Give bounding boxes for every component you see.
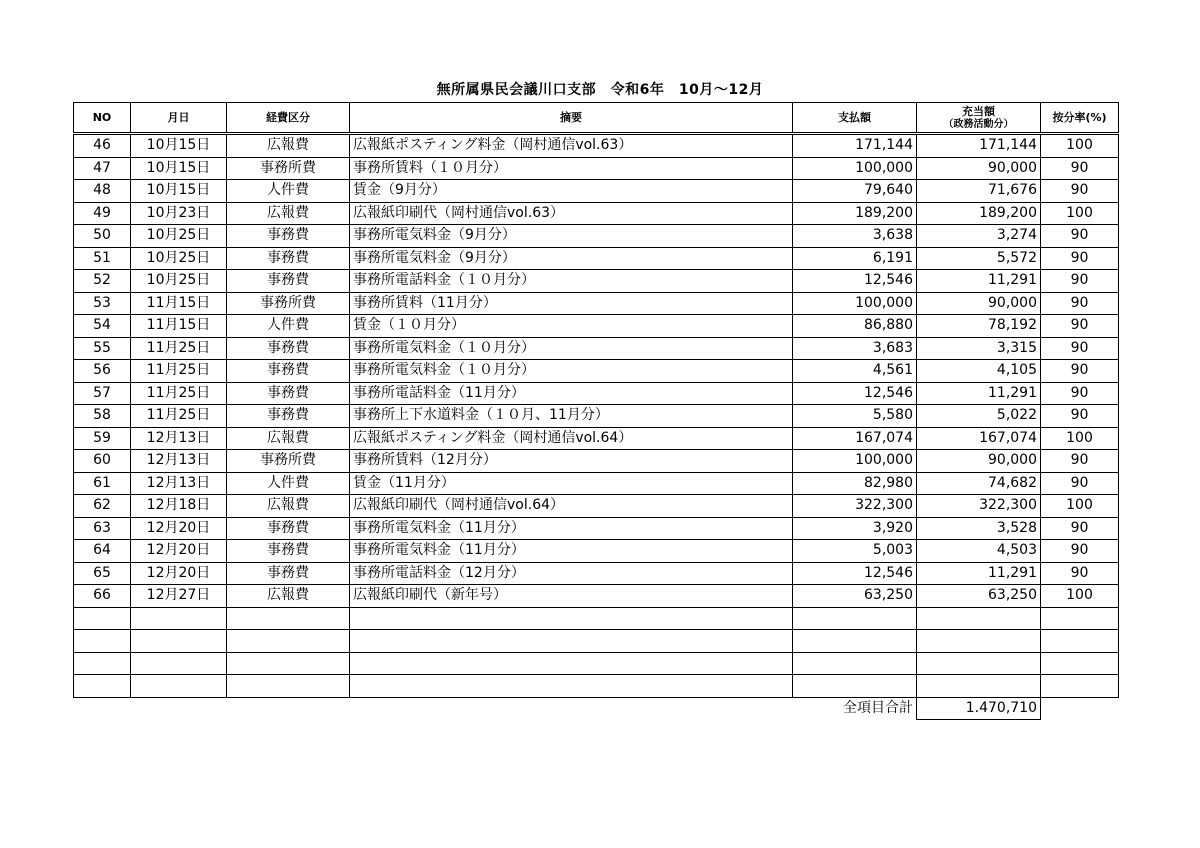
- cell-category: 広報費: [227, 427, 350, 450]
- header-ratio: 按分率(%): [1041, 103, 1119, 134]
- cell-category: 事務費: [227, 337, 350, 360]
- cell-allocated: 5,022: [917, 405, 1041, 428]
- cell-summary: 事務所電気料金（１０月分）: [350, 337, 793, 360]
- cell-date: 12月20日: [131, 517, 227, 540]
- cell-summary: 事務所電話料金（１０月分）: [350, 270, 793, 293]
- cell-payment: 3,920: [793, 517, 917, 540]
- cell-ratio: 90: [1041, 225, 1119, 248]
- cell-no: 60: [74, 450, 131, 473]
- cell-allocated: 322,300: [917, 495, 1041, 518]
- total-row: [74, 697, 1119, 720]
- cell-date: 11月15日: [131, 292, 227, 315]
- cell-allocated: 90,000: [917, 292, 1041, 315]
- cell-category: 事務所費: [227, 292, 350, 315]
- empty-row: [74, 652, 1119, 675]
- cell-no: 59: [74, 427, 131, 450]
- cell-allocated: 74,682: [917, 472, 1041, 495]
- header-allocated: [917, 103, 1041, 134]
- cell-date: 11月25日: [131, 337, 227, 360]
- cell-allocated: 3,315: [917, 337, 1041, 360]
- cell-no: 52: [74, 270, 131, 293]
- cell-payment: 100,000: [793, 292, 917, 315]
- table-row: [74, 270, 1119, 293]
- cell-category: 事務所費: [227, 157, 350, 180]
- header-row: [74, 103, 1119, 134]
- cell-ratio: 90: [1041, 540, 1119, 563]
- cell-ratio: 90: [1041, 270, 1119, 293]
- cell-summary: 賃金（１０月分）: [350, 315, 793, 338]
- cell-date: 10月23日: [131, 202, 227, 225]
- cell-allocated: 71,676: [917, 180, 1041, 203]
- cell-allocated: 167,074: [917, 427, 1041, 450]
- cell-ratio: 90: [1041, 315, 1119, 338]
- cell-date: 12月27日: [131, 585, 227, 608]
- cell-no: 57: [74, 382, 131, 405]
- table-row: [74, 360, 1119, 383]
- cell-ratio: 90: [1041, 292, 1119, 315]
- cell-category: 事務費: [227, 405, 350, 428]
- cell-payment: 189,200: [793, 202, 917, 225]
- page-title: 無所属県民会議川口支部 令和6年 10月～12月: [436, 82, 764, 98]
- table-row: [74, 315, 1119, 338]
- cell-summary: 事務所電気料金（9月分）: [350, 247, 793, 270]
- expense-table: [73, 102, 1119, 720]
- cell-no: 54: [74, 315, 131, 338]
- cell-summary: 広報紙印刷代（岡村通信vol.64）: [350, 495, 793, 518]
- cell-no: 48: [74, 180, 131, 203]
- cell-category: 事務費: [227, 360, 350, 383]
- cell-no: 49: [74, 202, 131, 225]
- cell-payment: 12,546: [793, 382, 917, 405]
- cell-date: 11月25日: [131, 382, 227, 405]
- cell-allocated: 5,572: [917, 247, 1041, 270]
- cell-category: 人件費: [227, 180, 350, 203]
- cell-allocated: 11,291: [917, 270, 1041, 293]
- cell-allocated: 4,503: [917, 540, 1041, 563]
- cell-category: 人件費: [227, 315, 350, 338]
- empty-row: [74, 630, 1119, 653]
- cell-no: 62: [74, 495, 131, 518]
- cell-ratio: 90: [1041, 337, 1119, 360]
- table-row: [74, 337, 1119, 360]
- cell-allocated: 189,200: [917, 202, 1041, 225]
- cell-no: 66: [74, 585, 131, 608]
- cell-category: 広報費: [227, 202, 350, 225]
- cell-no: 53: [74, 292, 131, 315]
- header-allocated-main: 充当額: [962, 104, 995, 118]
- cell-allocated: 11,291: [917, 382, 1041, 405]
- cell-allocated: 90,000: [917, 157, 1041, 180]
- cell-no: 50: [74, 225, 131, 248]
- cell-summary: 事務所賃料（11月分）: [350, 292, 793, 315]
- cell-summary: 事務所電気料金（9月分）: [350, 225, 793, 248]
- cell-category: 事務費: [227, 270, 350, 293]
- cell-payment: 4,561: [793, 360, 917, 383]
- table-row: [74, 292, 1119, 315]
- header-category: 経費区分: [227, 103, 350, 134]
- total-label: 全項目合計: [843, 700, 913, 716]
- cell-payment: 3,638: [793, 225, 917, 248]
- cell-date: 12月18日: [131, 495, 227, 518]
- cell-category: 広報費: [227, 585, 350, 608]
- cell-no: 58: [74, 405, 131, 428]
- cell-ratio: 100: [1041, 495, 1119, 518]
- cell-category: 事務所費: [227, 450, 350, 473]
- cell-summary: 事務所電話料金（11月分）: [350, 382, 793, 405]
- cell-category: 事務費: [227, 562, 350, 585]
- cell-summary: 広報紙ポスティング料金（岡村通信vol.63）: [350, 134, 793, 158]
- table-row: [74, 517, 1119, 540]
- header-summary: 摘要: [350, 103, 793, 134]
- cell-ratio: 90: [1041, 180, 1119, 203]
- cell-summary: 事務所上下水道料金（１０月、11月分）: [350, 405, 793, 428]
- cell-ratio: 100: [1041, 134, 1119, 158]
- cell-payment: 6,191: [793, 247, 917, 270]
- header-no: NO: [74, 103, 131, 134]
- cell-summary: 賃金（11月分）: [350, 472, 793, 495]
- cell-ratio: 90: [1041, 472, 1119, 495]
- cell-summary: 広報紙ポスティング料金（岡村通信vol.64）: [350, 427, 793, 450]
- cell-category: 事務費: [227, 382, 350, 405]
- table-row: [74, 180, 1119, 203]
- cell-summary: 賃金（9月分）: [350, 180, 793, 203]
- cell-ratio: 100: [1041, 202, 1119, 225]
- cell-ratio: 90: [1041, 382, 1119, 405]
- cell-no: 64: [74, 540, 131, 563]
- cell-no: 56: [74, 360, 131, 383]
- cell-allocated: 4,105: [917, 360, 1041, 383]
- table-row: [74, 562, 1119, 585]
- cell-payment: 86,880: [793, 315, 917, 338]
- table-row: [74, 495, 1119, 518]
- cell-summary: 事務所賃料（１０月分）: [350, 157, 793, 180]
- cell-ratio: 90: [1041, 247, 1119, 270]
- cell-payment: 100,000: [793, 450, 917, 473]
- cell-allocated: 3,274: [917, 225, 1041, 248]
- cell-ratio: 90: [1041, 562, 1119, 585]
- total-value: 1.470,710: [917, 697, 1041, 720]
- cell-allocated: 78,192: [917, 315, 1041, 338]
- cell-category: 事務費: [227, 225, 350, 248]
- table-body: [74, 134, 1119, 720]
- cell-payment: 12,546: [793, 562, 917, 585]
- cell-no: 61: [74, 472, 131, 495]
- cell-date: 10月25日: [131, 270, 227, 293]
- cell-category: 広報費: [227, 495, 350, 518]
- cell-payment: 171,144: [793, 134, 917, 158]
- cell-payment: 63,250: [793, 585, 917, 608]
- cell-summary: 事務所電気料金（11月分）: [350, 540, 793, 563]
- cell-ratio: 90: [1041, 360, 1119, 383]
- cell-date: 10月25日: [131, 225, 227, 248]
- cell-payment: 12,546: [793, 270, 917, 293]
- cell-summary: 広報紙印刷代（岡村通信vol.63）: [350, 202, 793, 225]
- table-row: [74, 382, 1119, 405]
- cell-date: 10月15日: [131, 134, 227, 158]
- cell-date: 12月20日: [131, 540, 227, 563]
- cell-ratio: 100: [1041, 585, 1119, 608]
- cell-allocated: 3,528: [917, 517, 1041, 540]
- cell-ratio: 100: [1041, 427, 1119, 450]
- cell-payment: 5,580: [793, 405, 917, 428]
- cell-summary: 事務所賃料（12月分）: [350, 450, 793, 473]
- cell-summary: 事務所電気料金（１０月分）: [350, 360, 793, 383]
- table-row: [74, 540, 1119, 563]
- cell-category: 事務費: [227, 247, 350, 270]
- cell-date: 12月13日: [131, 427, 227, 450]
- cell-payment: 100,000: [793, 157, 917, 180]
- cell-ratio: 90: [1041, 405, 1119, 428]
- empty-row: [74, 675, 1119, 698]
- cell-category: 事務費: [227, 540, 350, 563]
- table-row: [74, 585, 1119, 608]
- cell-allocated: 171,144: [917, 134, 1041, 158]
- cell-allocated: 11,291: [917, 562, 1041, 585]
- cell-payment: 82,980: [793, 472, 917, 495]
- cell-payment: 3,683: [793, 337, 917, 360]
- cell-category: 事務費: [227, 517, 350, 540]
- table-row: [74, 202, 1119, 225]
- cell-payment: 5,003: [793, 540, 917, 563]
- cell-no: 63: [74, 517, 131, 540]
- cell-summary: 事務所電話料金（12月分）: [350, 562, 793, 585]
- cell-date: 11月25日: [131, 360, 227, 383]
- cell-date: 10月25日: [131, 247, 227, 270]
- cell-no: 47: [74, 157, 131, 180]
- cell-date: 10月15日: [131, 157, 227, 180]
- cell-date: 11月25日: [131, 405, 227, 428]
- cell-date: 12月13日: [131, 450, 227, 473]
- cell-no: 51: [74, 247, 131, 270]
- header-date: 月日: [131, 103, 227, 134]
- cell-payment: 322,300: [793, 495, 917, 518]
- empty-row: [74, 607, 1119, 630]
- cell-payment: 79,640: [793, 180, 917, 203]
- table-row: [74, 247, 1119, 270]
- table-row: [74, 134, 1119, 158]
- cell-allocated: 63,250: [917, 585, 1041, 608]
- cell-ratio: 90: [1041, 450, 1119, 473]
- cell-date: 11月15日: [131, 315, 227, 338]
- table-row: [74, 405, 1119, 428]
- cell-no: 46: [74, 134, 131, 158]
- table-row: [74, 225, 1119, 248]
- cell-category: 人件費: [227, 472, 350, 495]
- cell-date: 10月15日: [131, 180, 227, 203]
- cell-no: 55: [74, 337, 131, 360]
- table-row: [74, 157, 1119, 180]
- cell-allocated: 90,000: [917, 450, 1041, 473]
- table-row: [74, 472, 1119, 495]
- cell-summary: 事務所電気料金（11月分）: [350, 517, 793, 540]
- cell-date: 12月13日: [131, 472, 227, 495]
- cell-category: 広報費: [227, 134, 350, 158]
- table-row: [74, 427, 1119, 450]
- cell-ratio: 90: [1041, 517, 1119, 540]
- header-payment: 支払額: [793, 103, 917, 134]
- cell-no: 65: [74, 562, 131, 585]
- cell-summary: 広報紙印刷代（新年号）: [350, 585, 793, 608]
- table-row: [74, 450, 1119, 473]
- header-allocated-sub: （政務活動分）: [943, 118, 1014, 130]
- cell-payment: 167,074: [793, 427, 917, 450]
- cell-ratio: 90: [1041, 157, 1119, 180]
- cell-date: 12月20日: [131, 562, 227, 585]
